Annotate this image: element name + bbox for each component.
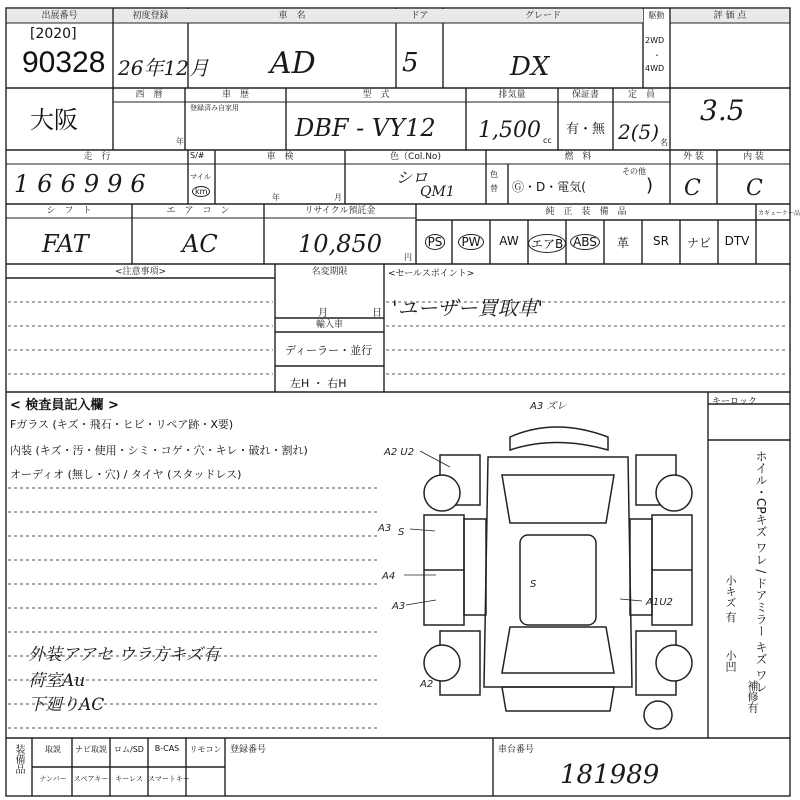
item-navi-manual: ナビ取説 [75,745,107,754]
item-plate: ナンバー [39,775,67,783]
mark-a1u2: A1U2 [646,597,673,608]
warranty-value: 有・無 [566,122,606,137]
door-label: ドア [410,11,429,21]
location: 大阪 [30,106,78,134]
footer-equip-label: 装備品 [13,744,24,774]
note-exterior: 外装アアセ ウラ方キズ有 [28,645,220,665]
grade-label: グレード [524,11,561,21]
name-change-label: 名変期限 [311,267,348,277]
displacement-unit: cc [543,136,552,145]
side-small-1: 小キズ 有 [724,575,737,623]
item-rom: ロム/SD [114,745,144,754]
item-bcas: B-CAS [154,744,180,753]
equip-navi: ナビ [686,236,711,250]
car-diagram [380,395,708,735]
score-value: 3.5 [700,94,745,127]
mileage-label: 走 行 [83,152,111,162]
seireki-label: 西 暦 [135,90,163,100]
chassis-number: 181989 [560,760,660,790]
equip-sunroof: SR [653,234,669,248]
exterior-grade: C [684,176,701,201]
equip-ps: PS [416,234,454,250]
score-label: 評 価 点 [713,11,747,21]
keylock-label: キーロック [712,397,757,407]
mileage-digits: 166996 [14,170,154,198]
model-code-label: 型 式 [362,90,390,100]
displacement-label: 排気量 [498,90,526,100]
reg-label: 初度登録 [132,11,169,21]
side-small-3: 補修有 [746,680,759,713]
reg-value: 26年12月 [118,56,209,80]
color-change-label: 色替 [490,170,498,193]
history-label: 車 歴 [221,90,249,100]
color-label: 色（Col.No) [390,152,441,162]
fuel-other-label: その他 [622,167,646,176]
year-tag: [2020] [30,26,77,42]
mark-a3-left2: A3 [392,601,406,612]
doors-value: 5 [402,48,419,78]
equip-leather: 革 [616,236,629,250]
mark-a2-front: A2 [420,679,434,690]
glass-line: Fガラス (キズ・飛石・ヒビ・リペア跡・X要) [10,418,234,431]
side-panel-text: ホイル・CPキズ ワレ / ドアミラー キズ ワレ [754,450,768,693]
color-code: QM1 [420,184,455,200]
car-name-label: 車 名 [278,11,306,21]
ac-label: エ ア コ ン [166,206,230,216]
side-small-2: 小凹 [724,650,737,672]
exterior-label: 外 装 [683,152,704,162]
seireki-year: 年 [176,137,184,146]
keyless-label: カギューケー品 [758,210,800,217]
lot-number: 90328 [22,46,106,79]
item-manual: 取説 [45,745,61,754]
interior-label: 内 装 [743,152,764,162]
sales-point-label: <セールスポイント> [388,269,475,279]
interior-line: 内装 (キズ・汚・使用・シミ・コゲ・穴・キレ・破れ・割れ) [10,444,308,457]
interior-grade: C [746,176,763,201]
recycle-label: リサイクル預託金 [304,206,376,216]
equip-aw: AW [499,234,519,248]
name-change-day: 日 [372,308,382,319]
note-cargo: 荷室Au [28,671,86,691]
sales-point-text: 'ユーザー買取車' [392,296,543,320]
recycle-value: 10,850 [298,230,382,258]
unit-label: S/# [190,151,205,160]
item-smart-key: スマートキー [148,775,190,783]
shift-label: シ フ ト [46,206,92,216]
chassis-label: 車台番号 [498,745,535,755]
audio-line: オーディオ (無し・穴) / タイヤ (スタッドレス) [10,468,242,481]
inspection-label: 車 検 [266,152,294,162]
drive-4wd: 4WD [645,64,665,73]
import-label: 輸入車 [315,320,343,330]
capacity-unit: 名 [660,138,668,147]
mark-a2-u2: A2 U2 [384,447,415,458]
drive-2wd: 2WD [645,36,665,45]
equip-abs: ABS [566,234,604,250]
mark-a3-rear: A3 ズレ [530,401,567,412]
unit-km: km [192,186,210,197]
item-spare-key: スペアキー [73,775,109,783]
dealer-label: ディーラー・並行 [285,344,373,357]
drive-dot: ・ [653,51,661,60]
warranty-label: 保証書 [571,90,599,100]
caution-label: <注意事項> [114,267,167,277]
history-note: 登録済み自家用 [190,104,239,112]
item-remote: リモコン [189,745,222,754]
color: シロ [396,168,429,187]
inspection-month: 月 [334,193,342,202]
mark-a3-left: A3 [378,523,392,534]
unit-mile: マイル [190,173,211,181]
recycle-unit: 円 [404,253,412,262]
fuel-close: ) [646,175,654,196]
equipment-label: 純 正 装 備 品 [545,207,627,217]
venue-label: 出展番号 [41,11,78,21]
equip-pw: PW [452,234,490,250]
inspection-year: 年 [272,193,280,202]
capacity-label: 定 員 [627,90,655,100]
fuel-options: Ⓖ・D・電気( [512,180,586,194]
note-underbody: 下廻りAC [28,695,105,715]
mark-s-center: S [530,579,537,590]
handle-label: 左H ・ 右H [290,377,347,390]
drive-label: 駆動 [648,11,665,20]
shift-value: FAT [42,230,89,258]
fuel-label: 燃 料 [564,152,592,162]
inspector-title: < 検査員記入欄 > [10,398,119,413]
car-name: AD [270,46,316,81]
model-code: DBF - VY12 [295,114,436,142]
displacement: 1,500 [478,118,541,143]
equip-dtv: DTV [724,234,750,248]
capacity: 2(5) [618,120,660,144]
item-keyless: キーレス [115,775,143,783]
equip-airbag: エアB [528,234,566,253]
grade-value: DX [510,52,550,82]
mark-s-left: S [398,527,405,538]
reg-no-label: 登録番号 [230,745,267,755]
ac-value: AC [182,230,218,258]
name-change-month: 月 [318,308,328,319]
mark-a4: A4 [382,571,396,582]
